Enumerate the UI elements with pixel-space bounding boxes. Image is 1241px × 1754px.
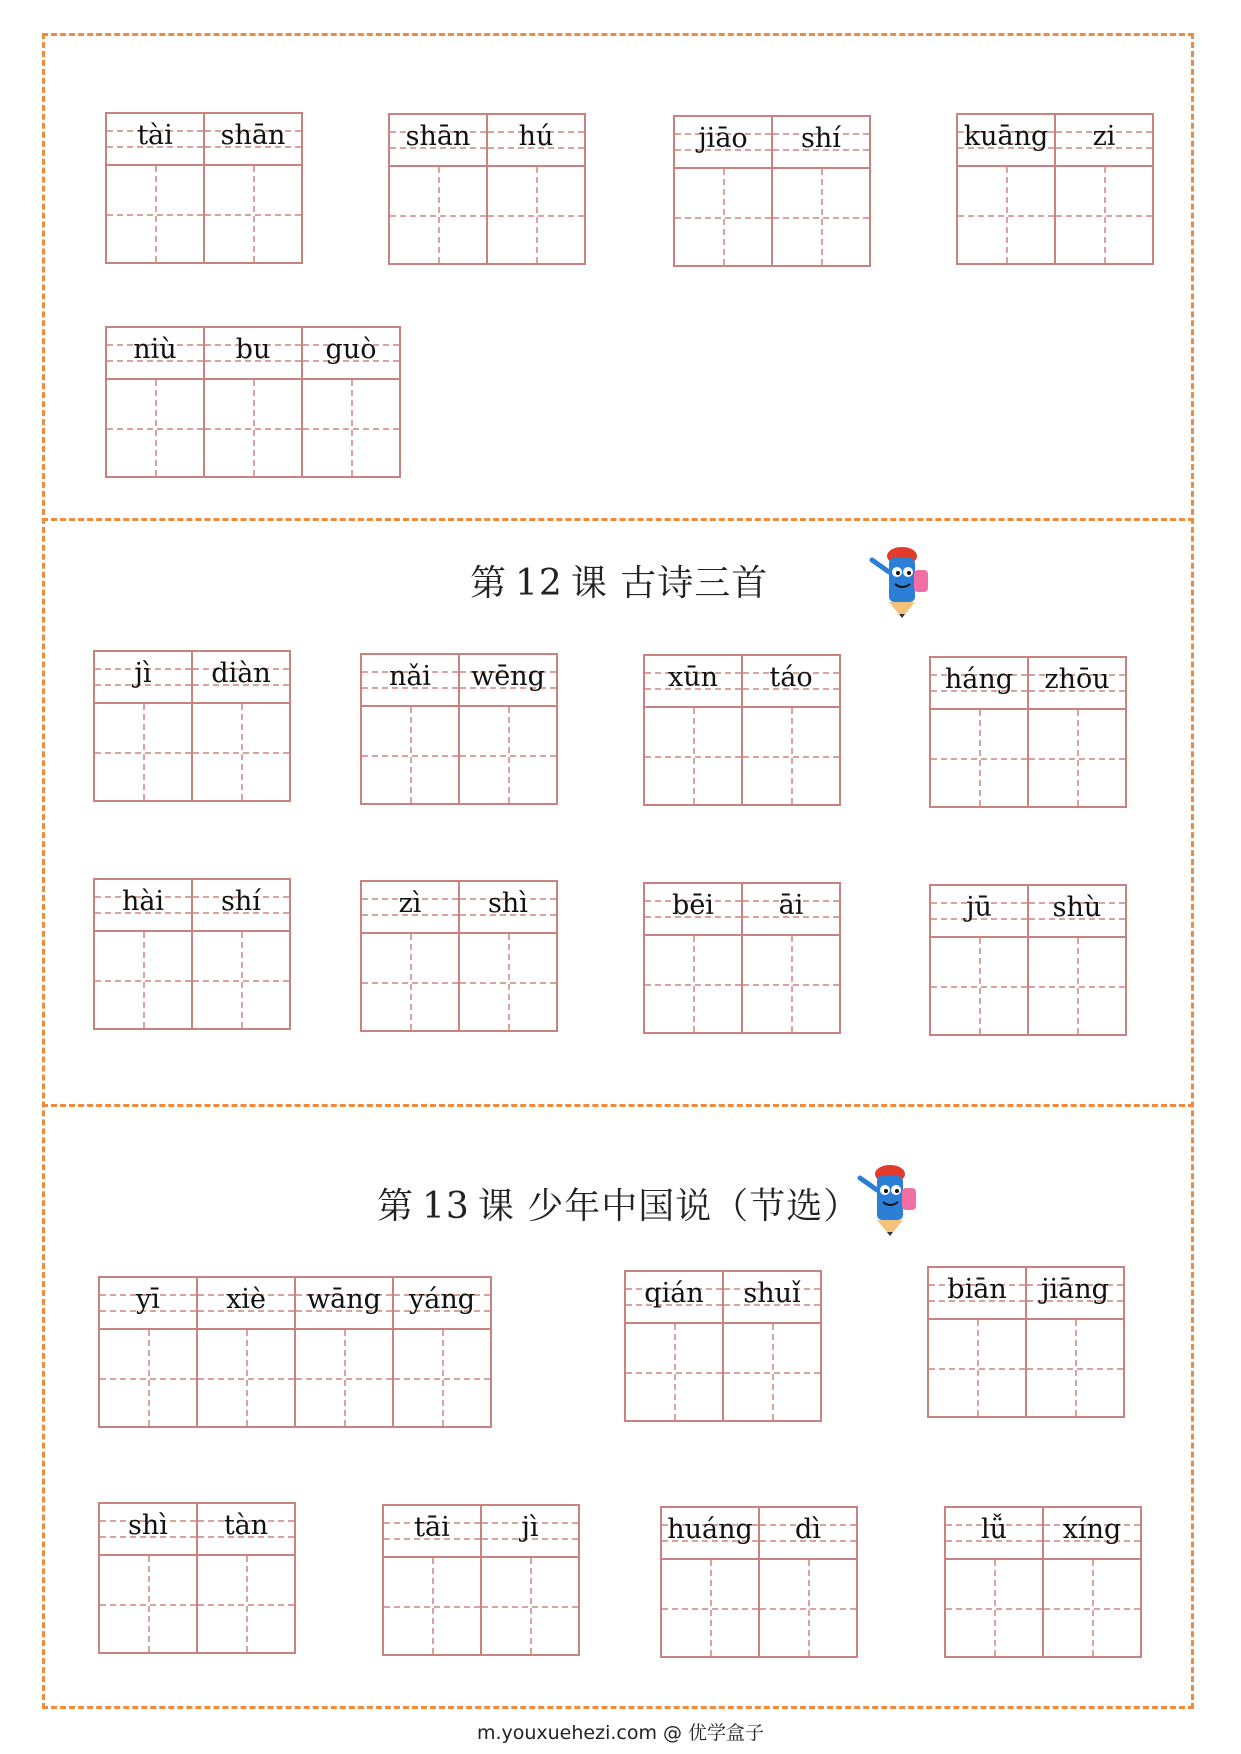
char-cell[interactable] <box>203 326 303 478</box>
char-cell[interactable] <box>382 1504 482 1656</box>
section-divider-1 <box>42 518 1194 521</box>
pinyin: jiāng <box>1041 1274 1109 1305</box>
word-box <box>105 326 401 478</box>
title-text: 课 古诗三首 <box>570 563 769 604</box>
pinyin: qián <box>644 1278 704 1309</box>
char-cell[interactable] <box>1025 1266 1125 1418</box>
char-cell[interactable] <box>388 113 488 265</box>
pinyin: kuāng <box>963 121 1049 152</box>
pinyin: hú <box>518 121 554 152</box>
pinyin: shì <box>128 1510 168 1541</box>
word-box <box>660 1506 858 1658</box>
word-box <box>98 1276 492 1428</box>
pinyin: shí <box>221 886 261 917</box>
word-box <box>929 656 1127 808</box>
pinyin: yī <box>136 1284 160 1315</box>
word-box <box>944 1506 1142 1658</box>
char-cell[interactable] <box>929 884 1029 1036</box>
pinyin: xūn <box>667 662 718 693</box>
word-box <box>624 1270 822 1422</box>
char-cell[interactable] <box>294 1276 394 1428</box>
char-cell[interactable] <box>741 654 841 806</box>
pinyin: shān <box>405 121 471 152</box>
pinyin: dì <box>795 1514 821 1545</box>
char-cell[interactable] <box>191 650 291 802</box>
char-cell[interactable] <box>1027 656 1127 808</box>
pinyin: xiè <box>226 1284 266 1315</box>
word-box <box>360 653 558 805</box>
word-box <box>382 1504 580 1656</box>
word-box <box>93 878 291 1030</box>
char-cell[interactable] <box>98 1502 198 1654</box>
word-box <box>927 1266 1125 1418</box>
char-cell[interactable] <box>98 1276 198 1428</box>
char-cell[interactable] <box>771 115 871 267</box>
pinyin: bēi <box>672 890 714 921</box>
word-box <box>105 112 303 264</box>
lesson-13-title <box>377 1178 860 1229</box>
pinyin: jū <box>966 892 992 923</box>
footer-credit: m.youxuehezi.com @ 优学盒子 <box>476 1722 765 1744</box>
char-cell[interactable] <box>944 1506 1044 1658</box>
char-cell[interactable] <box>360 880 460 1032</box>
pinyin: shù <box>1052 892 1102 923</box>
char-cell[interactable] <box>929 656 1029 808</box>
pinyin: háng <box>944 664 1014 695</box>
char-cell[interactable] <box>196 1276 296 1428</box>
title-number: 13 <box>422 1186 470 1227</box>
pinyin: zhōu <box>1044 664 1110 695</box>
char-cell[interactable] <box>458 653 558 805</box>
char-cell[interactable] <box>643 882 743 1034</box>
section-divider-2 <box>42 1104 1194 1107</box>
pinyin: wāng <box>307 1284 381 1315</box>
title-prefix: 第 <box>470 563 508 604</box>
word-box <box>673 115 871 267</box>
char-cell[interactable] <box>480 1504 580 1656</box>
pinyin: guò <box>325 334 377 365</box>
char-cell[interactable] <box>660 1506 760 1658</box>
char-cell[interactable] <box>392 1276 492 1428</box>
title-prefix: 第 <box>377 1186 415 1227</box>
char-cell[interactable] <box>458 880 558 1032</box>
pinyin: biān <box>947 1274 1007 1305</box>
pinyin: xíng <box>1062 1514 1122 1545</box>
pinyin: zì <box>398 888 422 919</box>
char-cell[interactable] <box>643 654 743 806</box>
title-number: 12 <box>515 563 563 604</box>
worksheet-border <box>42 33 1194 1709</box>
pinyin: nǎi <box>388 661 432 692</box>
char-cell[interactable] <box>741 882 841 1034</box>
char-cell[interactable] <box>624 1270 724 1422</box>
char-cell[interactable] <box>191 878 291 1030</box>
char-cell[interactable] <box>105 326 205 478</box>
pinyin: táo <box>769 662 813 693</box>
pinyin: shì <box>488 888 528 919</box>
word-box <box>643 882 841 1034</box>
pencil-mascot-icon <box>862 542 938 622</box>
word-box <box>360 880 558 1032</box>
pinyin: zi <box>1092 121 1116 152</box>
pinyin: shān <box>220 120 286 151</box>
pinyin: tài <box>137 120 173 151</box>
pinyin: jì <box>134 658 152 689</box>
word-box <box>643 654 841 806</box>
char-cell[interactable] <box>927 1266 1027 1418</box>
word-box <box>93 650 291 802</box>
pinyin: yáng <box>408 1284 476 1315</box>
char-cell[interactable] <box>722 1270 822 1422</box>
pinyin: shí <box>801 123 841 154</box>
word-box <box>929 884 1127 1036</box>
pinyin: wēng <box>471 661 545 692</box>
pinyin: tàn <box>223 1510 269 1541</box>
title-text: 课 少年中国说（节选） <box>477 1186 861 1227</box>
char-cell[interactable] <box>1054 113 1154 265</box>
char-cell[interactable] <box>93 650 193 802</box>
char-cell[interactable] <box>105 112 205 264</box>
pinyin: lǚ <box>980 1514 1008 1545</box>
pinyin: bu <box>235 334 271 365</box>
char-cell[interactable] <box>360 653 460 805</box>
char-cell[interactable] <box>1027 884 1127 1036</box>
char-cell[interactable] <box>758 1506 858 1658</box>
pinyin: jiāo <box>698 123 748 154</box>
pinyin: āi <box>778 890 804 921</box>
word-box <box>98 1502 296 1654</box>
char-cell[interactable] <box>196 1502 296 1654</box>
word-box <box>388 113 586 265</box>
pinyin: shuǐ <box>743 1278 801 1309</box>
pinyin: huáng <box>667 1514 753 1545</box>
char-cell[interactable] <box>1042 1506 1142 1658</box>
pencil-mascot-icon <box>850 1160 926 1240</box>
char-cell[interactable] <box>301 326 401 478</box>
pinyin: jì <box>521 1512 539 1543</box>
lesson-12-title <box>470 555 768 606</box>
char-cell[interactable] <box>486 113 586 265</box>
pinyin: tāi <box>414 1512 450 1543</box>
pinyin: diàn <box>211 658 271 689</box>
pinyin: niù <box>133 334 177 365</box>
char-cell[interactable] <box>673 115 773 267</box>
char-cell[interactable] <box>956 113 1056 265</box>
pinyin: hài <box>121 886 165 917</box>
char-cell[interactable] <box>93 878 193 1030</box>
char-cell[interactable] <box>203 112 303 264</box>
word-box <box>956 113 1154 265</box>
